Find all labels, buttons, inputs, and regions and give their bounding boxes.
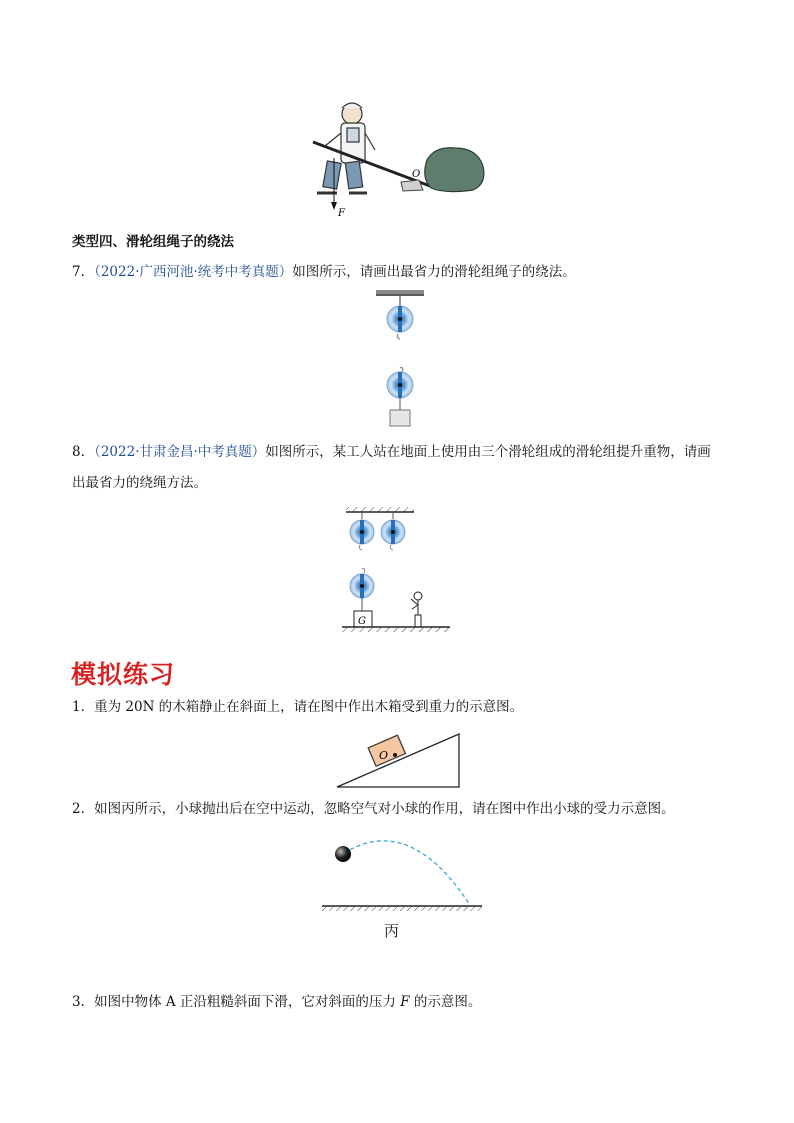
question-number: 7． bbox=[72, 264, 95, 280]
question-text: 重为 20N 的木箱静止在斜面上，请在图中作出木箱受到重力的示意图。 bbox=[94, 699, 524, 715]
question-text: 如图丙所示，小球抛出后在空中运动，忽略空气对小球的作用，请在图中作出小球的受力示意图。 bbox=[94, 801, 675, 817]
question-number: 1． bbox=[72, 699, 95, 715]
pulley-figure-q7 bbox=[370, 288, 430, 430]
weight-block bbox=[390, 410, 410, 426]
figure-caption: 丙 bbox=[384, 922, 400, 940]
pulley-figure-q8 bbox=[340, 507, 455, 635]
box-center-label: O bbox=[379, 749, 389, 762]
rock-illustration bbox=[425, 148, 484, 192]
question-source: 2022·甘肃金昌·中考真题 bbox=[100, 444, 252, 460]
weight-label: G bbox=[358, 616, 366, 627]
practice-section-title: 模拟练习 bbox=[71, 660, 176, 689]
question-text: 如图所示，某工人站在地面上使用由三个滑轮组成的滑轮组提升重物，请画 bbox=[265, 444, 711, 460]
question-8: 8．（2022·甘肃金昌·中考真题）如图所示，某工人站在地面上使用由三个滑轮组成的滑轮组提升重物，请画 bbox=[72, 444, 711, 460]
ball bbox=[335, 846, 351, 862]
question-number: 8． bbox=[72, 444, 95, 460]
question-8-line-2: 出最省力的绕绳方法。 bbox=[72, 475, 207, 491]
question-text: 如图中物体 A 正沿粗糙斜面下滑，它对斜面的压力 bbox=[94, 994, 401, 1010]
section-heading: 类型四、滑轮组绳子的绕法 bbox=[72, 234, 234, 250]
incline-figure-p1 bbox=[333, 730, 463, 790]
question-text: 如图所示，请画出最省力的滑轮组绳子的绕法。 bbox=[292, 264, 576, 280]
question-7: 7．（2022·广西河池·统考中考真题）如图所示，请画出最省力的滑轮组绳子的绕法。 bbox=[72, 264, 576, 280]
question-source: 2022·广西河池·统考中考真题 bbox=[100, 264, 279, 280]
projectile-figure-p2 bbox=[320, 835, 485, 915]
practice-question-2 bbox=[72, 799, 675, 819]
worker-figure bbox=[411, 592, 422, 627]
force-symbol: F bbox=[400, 994, 410, 1010]
question-number: 3． bbox=[72, 994, 95, 1010]
lever-figure bbox=[305, 98, 495, 220]
force-label: F bbox=[338, 208, 345, 219]
practice-question-3: 3．如图中物体 A 正沿粗糙斜面下滑，它对斜面的压力 F 的示意图。 bbox=[72, 994, 482, 1010]
practice-question-1 bbox=[72, 697, 523, 717]
trajectory bbox=[344, 841, 470, 905]
pivot-label: O bbox=[412, 169, 421, 180]
question-number: 2． bbox=[72, 801, 95, 817]
